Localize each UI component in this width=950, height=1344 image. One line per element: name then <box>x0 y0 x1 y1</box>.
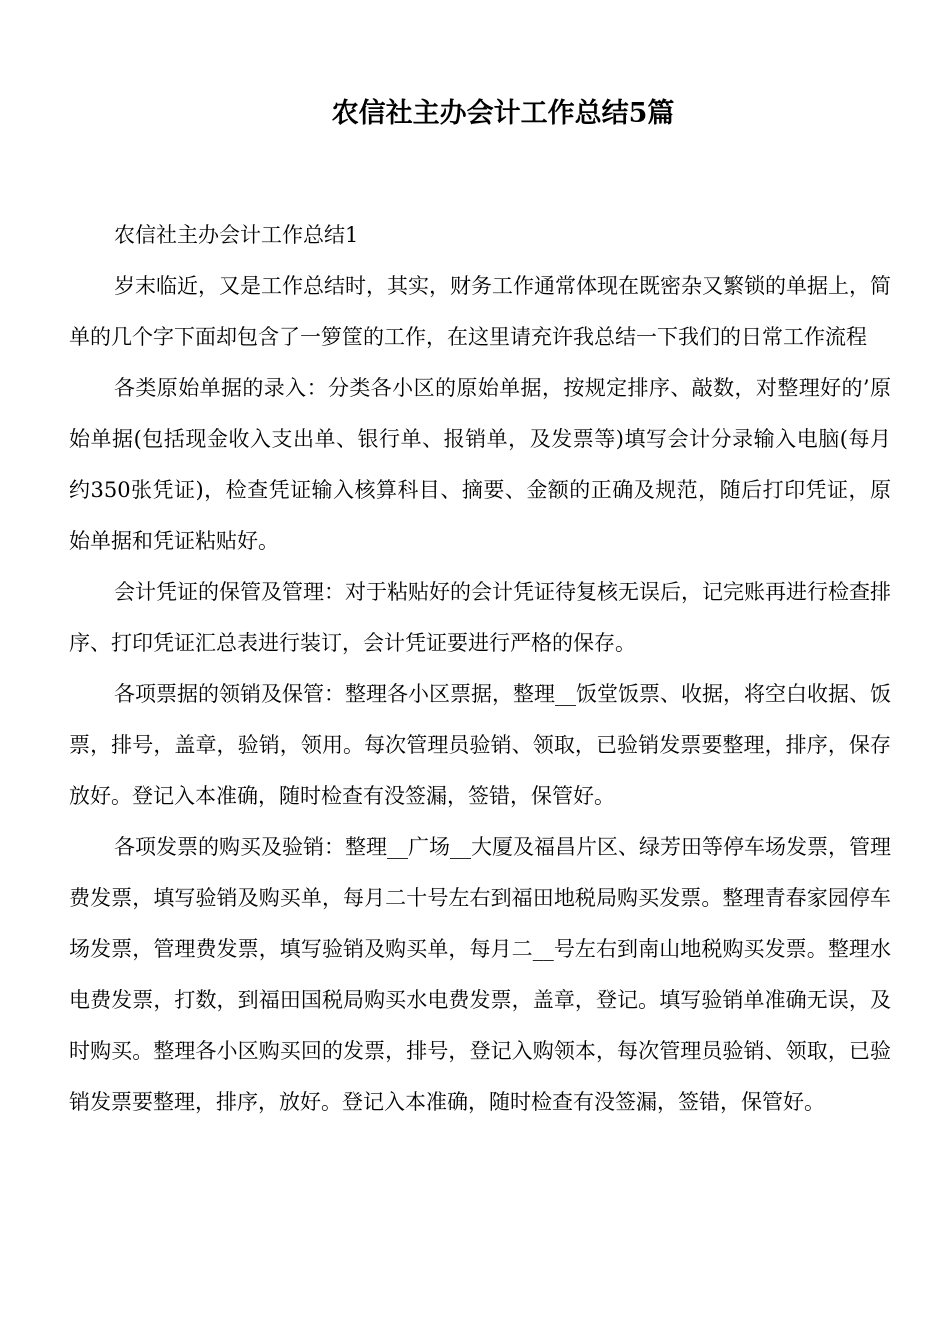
paragraph-invoice-purchase: 各项发票的购买及验销：整理__广场__大厦及福昌片区、绿芳田等停车场发票，管理费发票，填写验销及购买单，每月二十号左右到福田地税局购买发票。整理青春家园停车场发票，管理费发票，填写验销及购买单，每月二__号左右到南山地税购买发票。整理水电费发票，打数，到福田国税局购买水电费发票，盖章，登记。填写验销单准确无误，及时购买。整理各小区购买回的发票，排号，登记入购领本，每次管理员验销、领取，已验销发票要整理，排序，放好。登记入本准确，随时检查有没签漏，签错，保管好。 <box>69 835 891 1114</box>
document-title: 农信社主办会计工作总结5篇 <box>331 98 675 129</box>
document-body <box>69 210 891 1128</box>
paragraph-intro: 岁末临近，又是工作总结时，其实，财务工作通常体现在既密杂又繁锁的单据上，简单的几个字下面却包含了一箩筐的工作，在这里请充许我总结一下我们的日常工作流程 <box>69 274 891 349</box>
section-heading: 农信社主办会计工作总结1 <box>114 223 359 247</box>
paragraph-receipt-management: 各项票据的领销及保管：整理各小区票据，整理__饭堂饭票、收据，将空白收据、饭票，排号，盖章，验销，领用。每次管理员验销、领取，已验销发票要整理，排序，保存放好。登记入本准确，随时检查有没签漏，签错，保管好。 <box>69 682 891 808</box>
paragraph-voucher-storage: 会计凭证的保管及管理：对于粘贴好的会计凭证待复核无误后，记完账再进行检查排序、打印凭证汇总表进行装订，会计凭证要进行严格的保存。 <box>69 580 891 655</box>
paragraph-original-documents: 各类原始单据的录入：分类各小区的原始单据，按规定排序、敲数，对整理好的’原始单据(包括现金收入支出单、银行单、报销单，及发票等)填写会计分录输入电脑(每月约350张凭证)，检查凭证输入核算科目、摘要、金额的正确及规范，随后打印凭证，原始单据和凭证粘贴好。 <box>69 376 891 553</box>
